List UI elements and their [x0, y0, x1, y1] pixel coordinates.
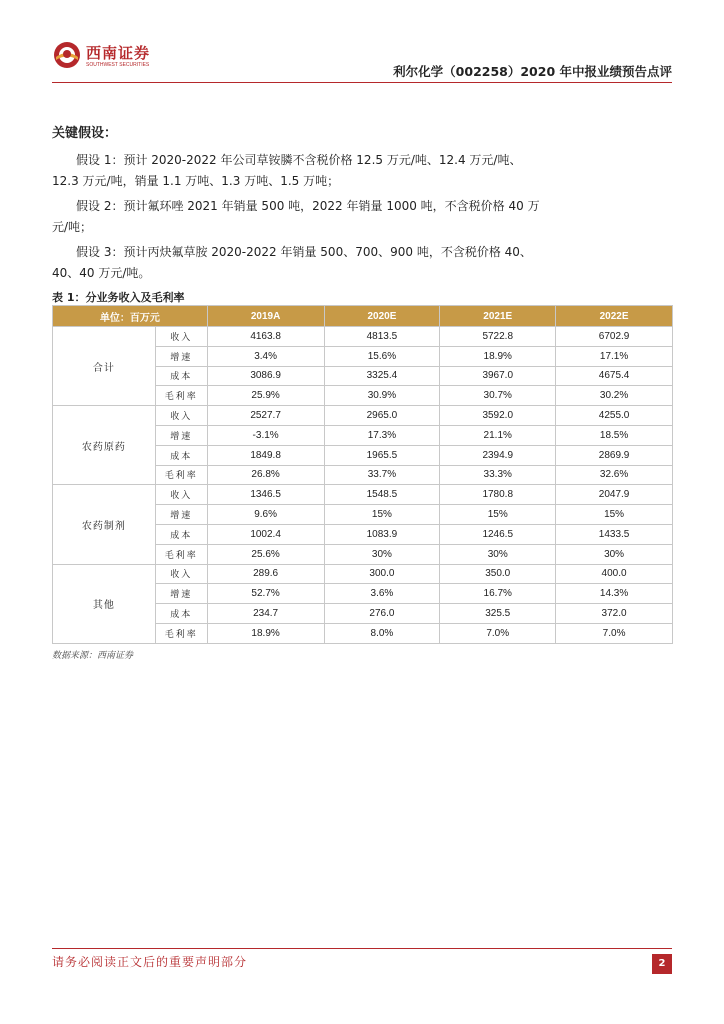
- value-cell: 1780.8: [440, 485, 556, 505]
- metric-label: 毛利率: [155, 465, 207, 485]
- group-label: 农药原药: [53, 406, 156, 485]
- value-cell: 3086.9: [207, 366, 324, 386]
- value-cell: 17.3%: [324, 425, 440, 445]
- value-cell: 30.7%: [440, 386, 556, 406]
- value-cell: 7.0%: [440, 623, 556, 643]
- group-label: 农药制剂: [53, 485, 156, 564]
- value-cell: 4255.0: [556, 406, 673, 426]
- value-cell: 1346.5: [207, 485, 324, 505]
- value-cell: 30%: [556, 544, 673, 564]
- value-cell: 9.6%: [207, 505, 324, 525]
- logo-english-name: SOUTHWEST SECURITIES: [86, 62, 150, 68]
- value-cell: 17.1%: [556, 346, 673, 366]
- value-cell: 15%: [440, 505, 556, 525]
- value-cell: 2047.9: [556, 485, 673, 505]
- table-title: 表 1：分业务收入及毛利率: [52, 291, 185, 304]
- assumption-1-text: 假设 1：预计 2020-2022 年公司草铵膦不含税价格 12.5 万元/吨、12.4 万元/吨、12.3 万元/吨，销量 1.1 万吨、1.3 万吨、1.5 万吨；: [52, 153, 522, 188]
- year-header: 2022E: [556, 306, 673, 327]
- value-cell: 4163.8: [207, 327, 324, 347]
- value-cell: 26.8%: [207, 465, 324, 485]
- value-cell: 350.0: [440, 564, 556, 584]
- assumption-3: [52, 242, 547, 284]
- value-cell: 21.1%: [440, 425, 556, 445]
- table-row: [53, 406, 673, 426]
- company-logo: [52, 40, 172, 76]
- metric-label: 毛利率: [155, 623, 207, 643]
- value-cell: 400.0: [556, 564, 673, 584]
- value-cell: 15.6%: [324, 346, 440, 366]
- value-cell: 30.9%: [324, 386, 440, 406]
- assumption-3-text: 假设 3：预计丙炔氟草胺 2020-2022 年销量 500、700、900 吨，不含税价格 40、40、40 万元/吨。: [52, 245, 532, 280]
- value-cell: 30%: [324, 544, 440, 564]
- header-divider: [52, 82, 672, 83]
- value-cell: 1433.5: [556, 524, 673, 544]
- value-cell: 325.5: [440, 604, 556, 624]
- value-cell: 3325.4: [324, 366, 440, 386]
- value-cell: 1246.5: [440, 524, 556, 544]
- value-cell: 18.9%: [207, 623, 324, 643]
- value-cell: 1083.9: [324, 524, 440, 544]
- metric-label: 增速: [155, 346, 207, 366]
- table-row: [53, 485, 673, 505]
- page-header: [52, 36, 672, 84]
- value-cell: 2965.0: [324, 406, 440, 426]
- metric-label: 毛利率: [155, 386, 207, 406]
- metric-label: 增速: [155, 584, 207, 604]
- page-number: 2: [652, 954, 672, 974]
- value-cell: 6702.9: [556, 327, 673, 347]
- year-header: 2020E: [324, 306, 440, 327]
- metric-label: 成本: [155, 524, 207, 544]
- value-cell: 2394.9: [440, 445, 556, 465]
- value-cell: 1548.5: [324, 485, 440, 505]
- value-cell: 234.7: [207, 604, 324, 624]
- value-cell: 30.2%: [556, 386, 673, 406]
- group-label: 合计: [53, 327, 156, 406]
- value-cell: 33.3%: [440, 465, 556, 485]
- value-cell: 15%: [556, 505, 673, 525]
- value-cell: 3592.0: [440, 406, 556, 426]
- logo-mark-icon: [52, 40, 82, 70]
- value-cell: 2869.9: [556, 445, 673, 465]
- footer-divider: [52, 948, 672, 949]
- value-cell: 7.0%: [556, 623, 673, 643]
- report-title: 利尔化学（002258）2020 年中报业绩预告点评: [393, 64, 672, 79]
- section-title: 关键假设：: [52, 126, 118, 141]
- year-header: 2021E: [440, 306, 556, 327]
- value-cell: 25.9%: [207, 386, 324, 406]
- value-cell: 30%: [440, 544, 556, 564]
- year-header: 2019A: [207, 306, 324, 327]
- metric-label: 成本: [155, 604, 207, 624]
- table-header-row: [53, 306, 673, 327]
- value-cell: 4813.5: [324, 327, 440, 347]
- value-cell: 52.7%: [207, 584, 324, 604]
- value-cell: 32.6%: [556, 465, 673, 485]
- metric-label: 成本: [155, 445, 207, 465]
- assumption-1: [52, 150, 547, 192]
- value-cell: 300.0: [324, 564, 440, 584]
- value-cell: 16.7%: [440, 584, 556, 604]
- value-cell: 18.5%: [556, 425, 673, 445]
- group-label: 其他: [53, 564, 156, 643]
- table-row: [53, 327, 673, 347]
- metric-label: 收入: [155, 327, 207, 347]
- footer-disclaimer: 请务必阅读正文后的重要声明部分: [52, 955, 248, 969]
- unit-header: 单位：百万元: [53, 306, 208, 327]
- value-cell: 289.6: [207, 564, 324, 584]
- value-cell: 18.9%: [440, 346, 556, 366]
- value-cell: 1965.5: [324, 445, 440, 465]
- metric-label: 收入: [155, 564, 207, 584]
- value-cell: 14.3%: [556, 584, 673, 604]
- value-cell: 25.6%: [207, 544, 324, 564]
- table-row: [53, 564, 673, 584]
- value-cell: 3.4%: [207, 346, 324, 366]
- metric-label: 收入: [155, 406, 207, 426]
- value-cell: 5722.8: [440, 327, 556, 347]
- data-source: 数据来源：西南证券: [52, 651, 134, 661]
- value-cell: 3.6%: [324, 584, 440, 604]
- value-cell: 3967.0: [440, 366, 556, 386]
- value-cell: 15%: [324, 505, 440, 525]
- metric-label: 成本: [155, 366, 207, 386]
- logo-chinese-name: 西南证券: [86, 44, 151, 62]
- value-cell: 8.0%: [324, 623, 440, 643]
- table-body: [53, 327, 673, 644]
- metric-label: 增速: [155, 425, 207, 445]
- metric-label: 毛利率: [155, 544, 207, 564]
- value-cell: 1002.4: [207, 524, 324, 544]
- value-cell: 4675.4: [556, 366, 673, 386]
- revenue-margin-table: [52, 305, 673, 644]
- value-cell: 276.0: [324, 604, 440, 624]
- value-cell: 372.0: [556, 604, 673, 624]
- assumption-2-text: 假设 2：预计氟环唑 2021 年销量 500 吨，2022 年销量 1000 吨，不含税价格 40 万元/吨；: [52, 199, 540, 234]
- value-cell: 2527.7: [207, 406, 324, 426]
- assumption-2: [52, 196, 547, 238]
- value-cell: 33.7%: [324, 465, 440, 485]
- value-cell: -3.1%: [207, 425, 324, 445]
- value-cell: 1849.8: [207, 445, 324, 465]
- metric-label: 增速: [155, 505, 207, 525]
- metric-label: 收入: [155, 485, 207, 505]
